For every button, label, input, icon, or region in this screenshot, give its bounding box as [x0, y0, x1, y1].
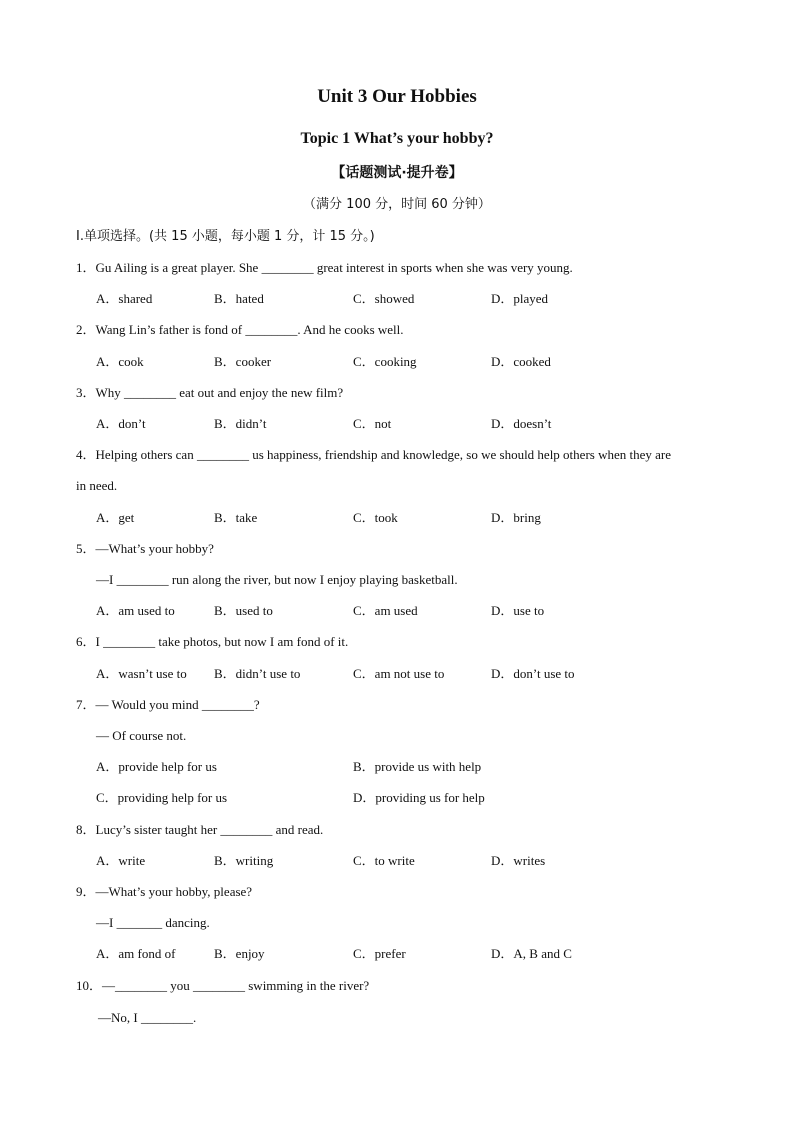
question-9-option-c: C．prefer — [353, 946, 406, 961]
question-8-stem: 8．Lucy’s sister taught her ________ and read. — [76, 822, 324, 837]
question-3-option-b: B．didn’t — [214, 416, 267, 431]
question-5-option-c: C．am used — [353, 603, 418, 618]
question-9-stem: 9．—What’s your hobby, please? — [76, 884, 253, 899]
question-10-stem: 10．—________ you ________ swimming in the river? — [76, 978, 370, 993]
question-9-option-d: D．A, B and C — [491, 946, 572, 961]
question-4-option-a: A．get — [96, 510, 135, 525]
question-6-option-d: D．don’t use to — [491, 666, 575, 681]
question-4-option-b: B．take — [214, 510, 258, 525]
question-5-stem: 5．—What’s your hobby? — [76, 541, 214, 556]
question-6-option-c: C．am not use to — [353, 666, 445, 681]
question-7-option-d: D．providing us for help — [353, 790, 485, 805]
question-1-option-b: B．hated — [214, 291, 264, 306]
question-8-option-c: C．to write — [353, 853, 415, 868]
test-label: 【话题测试·提升卷】 — [331, 165, 463, 181]
question-1-option-d: D．played — [491, 291, 549, 306]
question-3-option-a: A．don’t — [96, 416, 146, 431]
question-8-option-a: A．write — [96, 853, 146, 868]
question-7-option-c: C．providing help for us — [96, 790, 228, 805]
question-3-option-d: D．doesn’t — [491, 416, 552, 431]
question-7-option-a: A．provide help for us — [96, 759, 217, 774]
question-2-option-c: C．cooking — [353, 354, 417, 369]
question-1-option-c: C．showed — [353, 291, 415, 306]
unit-title: Unit 3 Our Hobbies — [317, 86, 477, 107]
question-2-option-b: B．cooker — [214, 354, 272, 369]
question-8-option-b: B．writing — [214, 853, 274, 868]
topic-title: Topic 1 What’s your hobby? — [300, 130, 494, 147]
question-5-option-d: D．use to — [491, 603, 545, 618]
question-4-stem-continued: in need. — [76, 478, 118, 493]
question-8-option-d: D．writes — [491, 853, 546, 868]
question-10-stem-continued: —No, I ________. — [98, 1010, 197, 1025]
question-7-stem: 7．— Would you mind ________? — [76, 697, 260, 712]
question-4-option-d: D．bring — [491, 510, 541, 525]
question-7-stem-continued: — Of course not. — [96, 728, 187, 743]
question-3-option-c: C．not — [353, 416, 392, 431]
question-6-stem: 6．I ________ take photos, but now I am fond of it. — [76, 634, 349, 649]
question-6-option-b: B．didn’t use to — [214, 666, 301, 681]
section-heading: I.单项选择。(共 15 小题，每小题 1 分，计 15 分。) — [76, 229, 375, 244]
question-5-stem-continued: —I ________ run along the river, but now I enjoy playing basketball. — [96, 572, 458, 587]
question-2-option-d: D．cooked — [491, 354, 551, 369]
question-5-option-a: A．am used to — [96, 603, 175, 618]
question-9-option-a: A．am fond of — [96, 946, 176, 961]
question-7-option-b: B．provide us with help — [353, 759, 482, 774]
question-2-stem: 2．Wang Lin’s father is fond of ________. And he cooks well. — [76, 322, 404, 337]
question-2-option-a: A．cook — [96, 354, 144, 369]
question-3-stem: 3．Why ________ eat out and enjoy the new film? — [76, 385, 344, 400]
score-info: （满分 100 分，时间 60 分钟） — [303, 197, 491, 212]
question-5-option-b: B．used to — [214, 603, 273, 618]
question-4-stem: 4．Helping others can ________ us happiness, friendship and knowledge, so we should help others when they are — [76, 447, 671, 462]
question-9-stem-continued: —I _______ dancing. — [96, 915, 210, 930]
question-9-option-b: B．enjoy — [214, 946, 265, 961]
question-4-option-c: C．took — [353, 510, 398, 525]
question-1-stem: 1．Gu Ailing is a great player. She ________ great interest in sports when she was very young. — [76, 260, 573, 275]
question-1-option-a: A．shared — [96, 291, 153, 306]
question-6-option-a: A．wasn’t use to — [96, 666, 187, 681]
